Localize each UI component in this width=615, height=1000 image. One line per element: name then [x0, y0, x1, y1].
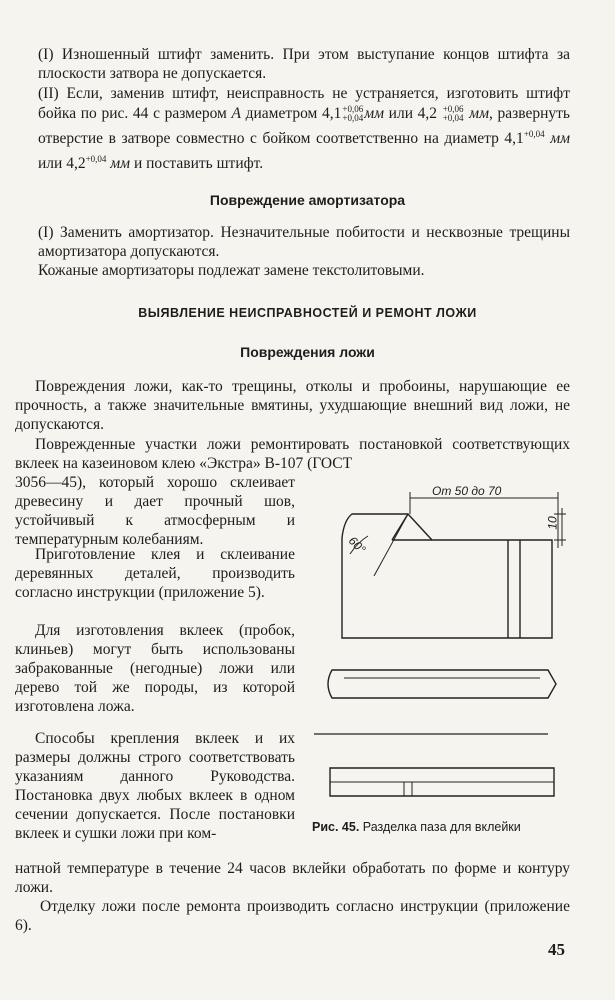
paragraph-6: Поврежденные участки ложи ремонтировать постановкой соответствующих вклеек на казеиновом клею «Экстра» В-107 (ГОСТ [15, 436, 570, 472]
tolerance-1: +0,06 +0,04 [342, 104, 364, 124]
paragraph-9: Способы крепления вклеек и их размеры должны строго соответствовать указаниям данного Руководства. Постановка двух любых вклеек в одном сечении допускается. После постановки вклеек и сушки ложи при ком- [15, 730, 295, 842]
heading-amortizator: Повреждение амортизатора [209, 192, 406, 208]
paragraph-8: Для изготовления вклеек (пробок, клиньев) могут быть использованы забракованные (негодные) ложи или дерево той же породы, из которой изготовлена ложа. [15, 622, 295, 715]
paragraph-9-end: натной температуре в течение 24 часов вклейки обработать по форме и контуру ложи. [15, 860, 570, 896]
paragraph-3: (I) Заменить амортизатор. Незначительные побитости и несквозные трещины амортизатора допускаются. [38, 224, 570, 260]
page-number: 45 [548, 940, 565, 959]
paragraph-7: Приготовление клея и склеивание деревянных деталей, производить согласно инструкции (приложение 5). [15, 546, 295, 601]
paragraph-6-tail: 3056—45), который хорошо склеивает древесину и дает прочный шов, устойчивый к атмосферным и температурным колебаниям. [15, 474, 295, 548]
figure-45 [312, 478, 574, 818]
section-heading: ВЫЯВЛЕНИЕ НЕИСПРАВНОСТЕЙ И РЕМОНТ ЛОЖИ [138, 306, 477, 320]
angle-label: 60° [345, 533, 369, 557]
dim-label-side: 10 [545, 516, 560, 530]
paragraph-4: Кожаные амортизаторы подлежат замене текстолитовыми. [38, 262, 425, 279]
paragraph-10: Отделку ложи после ремонта производить согласно инструкции (приложение 6). [15, 898, 570, 934]
paragraph-1: (I) Изношенный штифт заменить. При этом выступание концов штифта за плоскости затвора не допускается. [38, 46, 570, 82]
heading-lozha: Повреждения ложи [240, 344, 375, 360]
dim-label-top: От 50 до 70 [432, 484, 502, 498]
figure-caption: Рис. 45. Разделка паза для вклейки [312, 820, 521, 834]
stock-diagram [312, 478, 574, 818]
tolerance-2: +0,06 +0,04 [442, 104, 464, 124]
paragraph-5: Повреждения ложи, как-то трещины, отколы и пробоины, нарушающие ее прочность, а также значительные вмятины, ухудшающие внешний вид ложи, не допускаются. [15, 378, 570, 433]
paragraph-2: (II) Если, заменив штифт, неисправность не устраняется, изготовить штифт бойка по рис. 44 с размером А диаметром 4,1 +0,06 +0,04 мм или 4,2 +0,06 +0,04 мм, развернуть отверстие в затворе совместно с бойком соответственно на диаметр $4,1^{+0,04}$ мм или $4,2^{+0,04}$ мм и поставить штифт. [38, 85, 571, 173]
